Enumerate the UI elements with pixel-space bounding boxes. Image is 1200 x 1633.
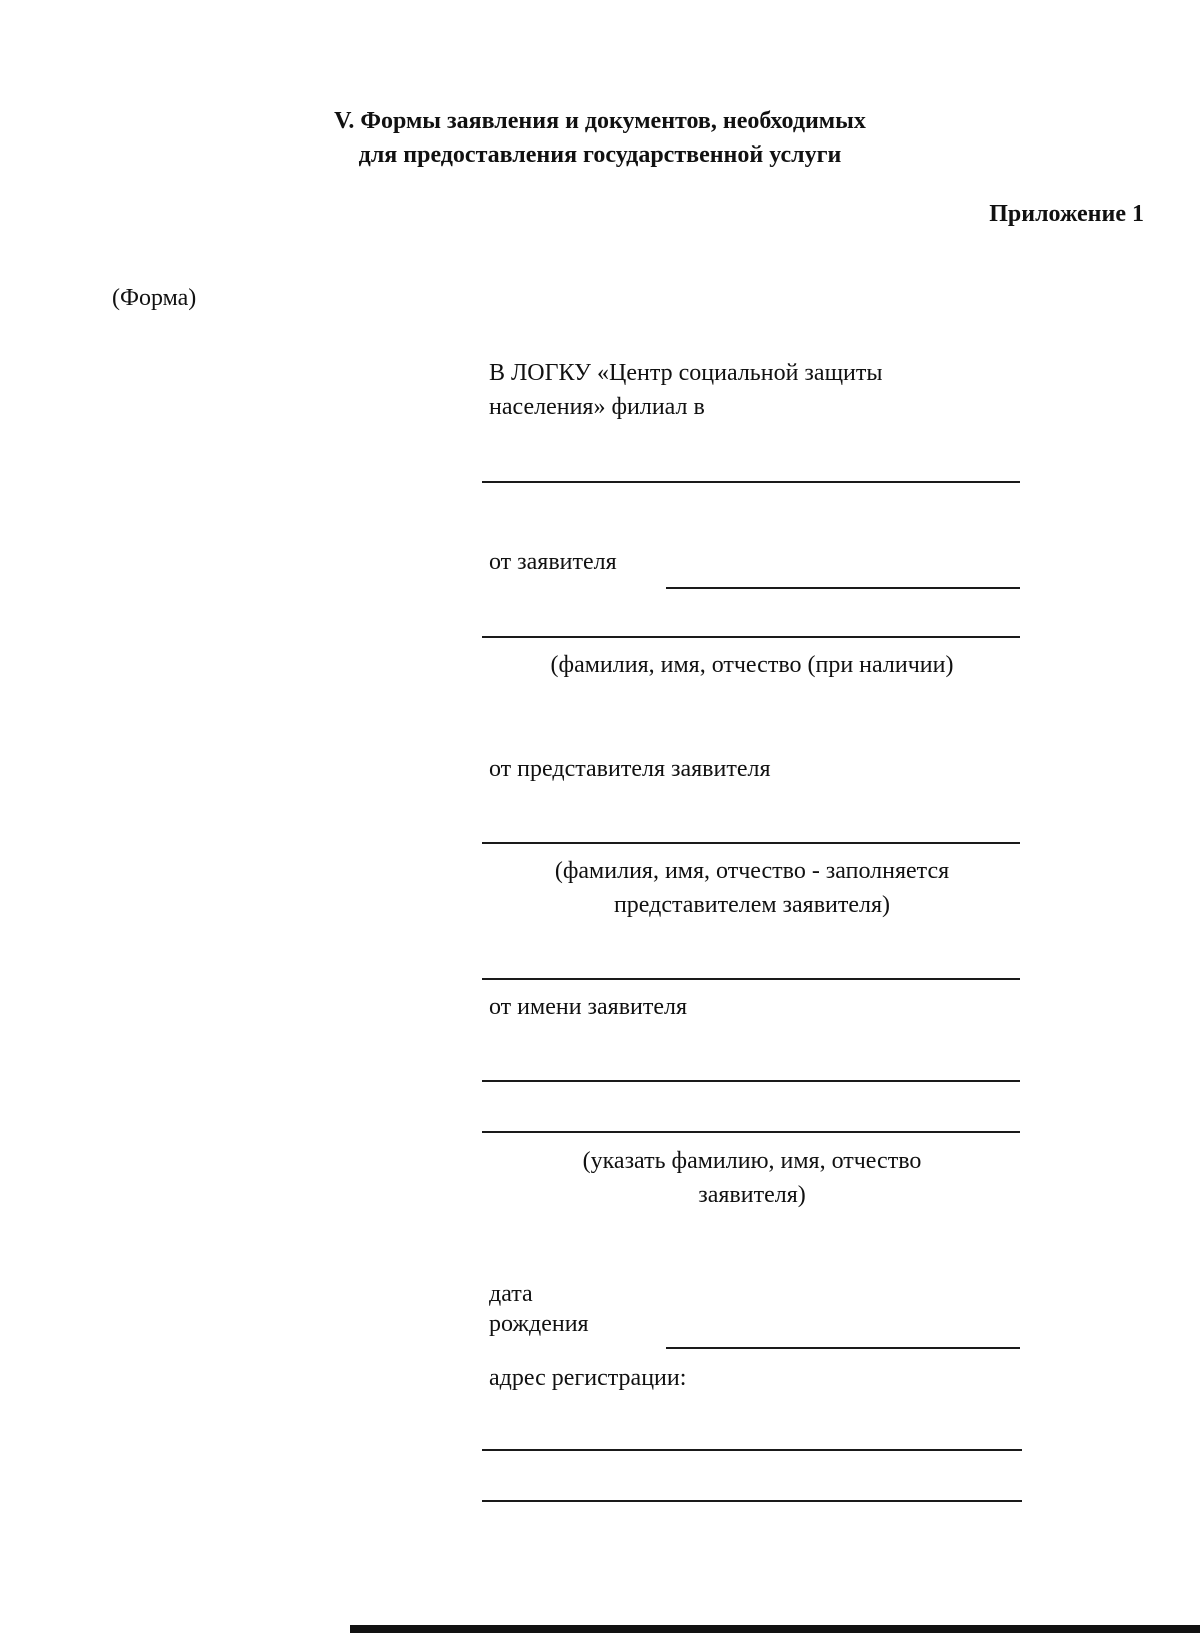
on-behalf-name-field-2[interactable]: [482, 1131, 1020, 1133]
representative-hint-line-1: (фамилия, имя, отчество - заполняется: [554, 858, 950, 884]
representative-extra-field[interactable]: [482, 978, 1020, 980]
form-label: (Форма): [112, 285, 197, 311]
from-applicant-label: от заявителя: [489, 549, 617, 575]
section-heading-line-1: V. Формы заявления и документов, необходимых: [334, 108, 866, 134]
addressee-line-1: В ЛОГКУ «Центр социальной защиты: [489, 360, 883, 386]
on-behalf-label: от имени заявителя: [489, 994, 688, 1020]
birth-date-label-line-2: рождения: [489, 1311, 589, 1337]
registration-address-field-1[interactable]: [482, 1449, 1022, 1451]
scan-edge-bar: [350, 1625, 1200, 1633]
birth-date-label-line-1: дата: [489, 1281, 533, 1307]
on-behalf-hint-line-1: (указать фамилию, имя, отчество: [582, 1148, 922, 1174]
on-behalf-hint: [482, 1144, 1022, 1212]
addressee-line-2: населения» филиал в: [489, 394, 705, 420]
representative-hint-line-2: представителем заявителя): [613, 892, 891, 918]
branch-name-field[interactable]: [482, 481, 1020, 483]
from-representative-label: от представителя заявителя: [489, 756, 771, 782]
applicant-name-field-2[interactable]: [482, 636, 1020, 638]
representative-name-field[interactable]: [482, 842, 1020, 844]
registration-address-label: адрес регистрации:: [489, 1365, 687, 1391]
appendix-label: Приложение 1: [989, 201, 1144, 227]
applicant-name-hint: [482, 648, 1022, 682]
birth-date-field[interactable]: [666, 1347, 1020, 1349]
representative-name-hint: [482, 854, 1022, 922]
applicant-name-field-1[interactable]: [666, 587, 1020, 589]
section-heading: [200, 104, 1000, 172]
applicant-name-hint-text: (фамилия, имя, отчество (при наличии): [550, 652, 954, 678]
registration-address-field-2[interactable]: [482, 1500, 1022, 1502]
section-heading-line-2: для предоставления государственной услуги: [358, 142, 842, 168]
on-behalf-hint-line-2: заявителя): [698, 1182, 806, 1208]
on-behalf-name-field-1[interactable]: [482, 1080, 1020, 1082]
